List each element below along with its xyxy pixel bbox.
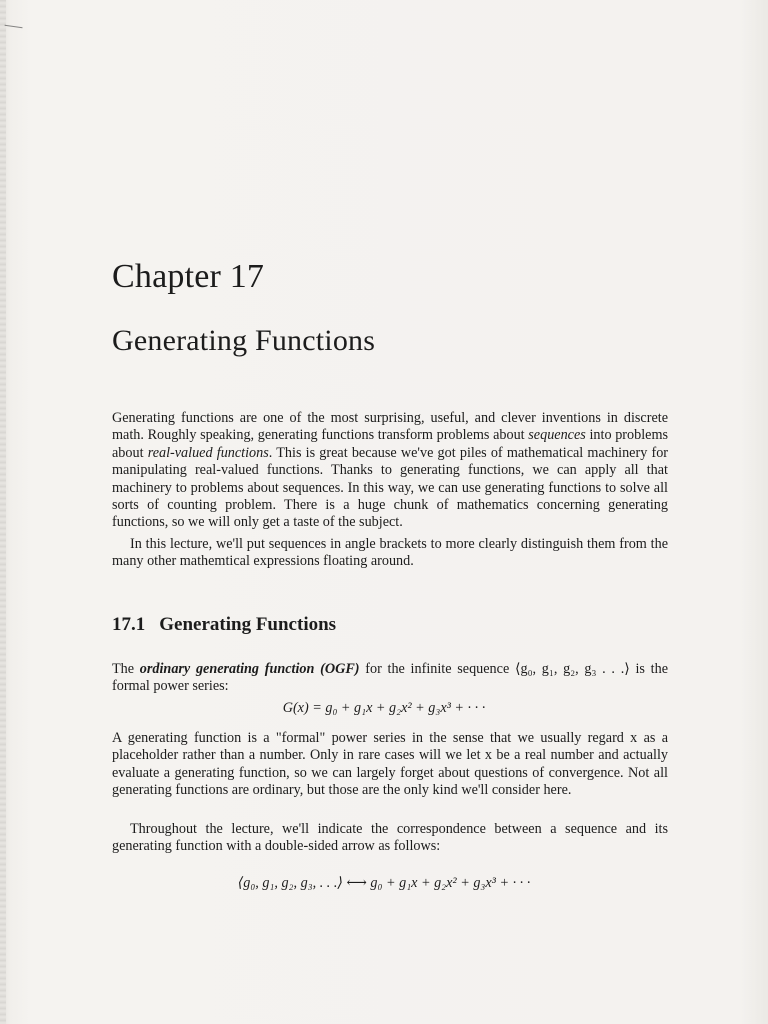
correspondence-paragraph: Throughout the lecture, we'll indicate the correspondence between a sequence and its generating function with a double-sided arrow as follows: <box>112 821 668 855</box>
ogf-abbreviation: (OGF) <box>320 661 360 677</box>
equation-correspondence: ⟨g₀, g₁, g₂, g₃, . . .⟩ ⟷ g₀ + g₁x + g₂x² + g₃x³ + · · · <box>237 875 531 891</box>
intro-text-b: into problems about <box>112 427 669 461</box>
intro-emphasis-real-valued-functions: real-valued functions <box>147 444 269 461</box>
ogf-text-b: for the infinite sequence ⟨g₀, g₁, g₂, g₃ . . .⟩ is the formal power series: <box>112 661 669 695</box>
chapter-title: Generating Functions <box>112 324 376 357</box>
scan-page-edge <box>0 0 6 1024</box>
equation-power-series: G(x) = g₀ + g₁x + g₂x² + g₃x³ + · · · <box>282 700 486 716</box>
intro-text-a: Generating functions are one of the most surprising, useful, and clever inventions in discrete math. Roughly speaking, generating functions transform problems about <box>112 410 668 444</box>
intro-paragraph-2: In this lecture, we'll put sequences in angle brackets to more clearly distinguish them from the many other mathemtical expressions floating around. <box>112 536 668 570</box>
intro-paragraph-1 <box>112 410 668 532</box>
section-number: 17.1 <box>112 614 146 635</box>
ogf-definition-paragraph <box>112 661 668 696</box>
section-title: Generating Functions <box>159 614 337 635</box>
intro-emphasis-sequences: sequences <box>528 427 586 444</box>
intro-text-c: . This is great because we've got piles of mathematical machinery for manipulating real-valued functions. Thanks to generating functions, we can apply all that machinery to problems about sequences. In this way, we can use generating functions to solve all sorts of counting problem. There is a huge chunk of mathematics concerning generating functions, so we will only get a taste of the subject. <box>112 444 669 531</box>
scan-pen-mark <box>3 25 22 36</box>
section-heading <box>112 614 336 636</box>
ogf-term: ordinary generating function <box>139 661 315 677</box>
ogf-text-a: The <box>112 661 140 677</box>
formal-series-paragraph: A generating function is a "formal" power series in the sense that we usually regard x as a placeholder rather than a number. Only in rare cases will we let x be a real number and actually evaluate a generating function, so we can largely forget about questions of convergence. Not all generating functions are ordinary, but those are the only kind we'll consider here. <box>112 730 668 799</box>
chapter-label: Chapter 17 <box>112 258 265 295</box>
